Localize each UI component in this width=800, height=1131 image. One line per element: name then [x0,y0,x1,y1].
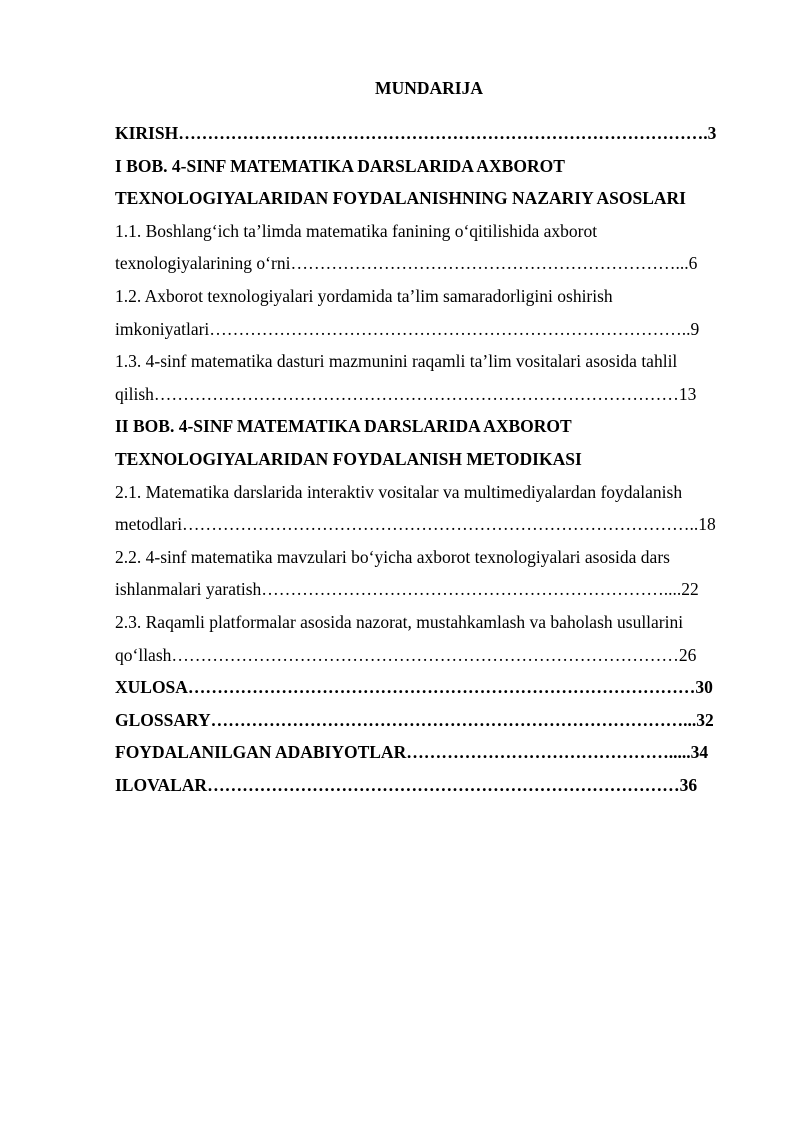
toc-line-kirish: KIRISH……………………………………………………………………………….3 [115,123,717,143]
toc-line-2-1-a: 2.1. Matematika darslarida interaktiv vositalar va multimediyalardan foydalanish [115,481,683,502]
page-title: MUNDARIJA [375,78,483,98]
toc-line-1-3-b: qilish………………………………………………………………………………13 [115,383,697,404]
toc-line-2-2-b: ishlanmalari yaratish……………………………………………………………....22 [115,579,699,600]
toc-line-2-1-b: metodlari……………………………………………………………………………..18 [115,514,716,535]
toc-line-chapter-2-title-b: TEXNOLOGIYALARIDAN FOYDALANISH METODIKASI [115,448,582,469]
toc-line-2-2-a: 2.2. 4-sinf matematika mavzulari bo‘yicha axborot texnologiyalari asosida dars [115,546,670,567]
toc-line-2-3-b: qo‘llash……………………………………………………………………………26 [115,644,697,665]
toc-line-1-1-b: texnologiyalarining o‘rni…………………………………………………………...6 [115,253,698,274]
toc-line-chapter-2-title-a: II BOB. 4-SINF MATEMATIKA DARSLARIDA AXBOROT [115,416,572,437]
toc-line-1-2-a: 1.2. Axborot texnologiyalari yordamida ta’lim samaradorligini oshirish [115,285,613,306]
toc-line-2-3-a: 2.3. Raqamli platformalar asosida nazorat, mustahkamlash va baholash usullarini [115,611,684,632]
toc-line-ilovalar: ILOVALAR………………………………………………………………………36 [115,774,698,795]
toc-line-chapter-1-title-b: TEXNOLOGIYALARIDAN FOYDALANISHNING NAZARIY ASOSLARI [115,188,686,209]
toc-line-1-3-a: 1.3. 4-sinf matematika dasturi mazmunini raqamli ta’lim vositalari asosida tahlil [115,351,678,372]
toc-line-adabiyotlar: FOYDALANILGAN ADABIYOTLAR……………………………………….....34 [115,742,709,763]
table-of-contents [115,117,745,801]
toc-line-chapter-1-title-a: I BOB. 4-SINF MATEMATIKA DARSLARIDA AXBOROT [115,155,565,176]
toc-line-1-1-a: 1.1. Boshlang‘ich ta’limda matematika fanining o‘qitilishida axborot [115,220,598,241]
toc-line-xulosa: XULOSA……………………………………………………………………………30 [115,677,713,698]
toc-line-1-2-b: imkoniyatlari………………………………………………………………………..9 [115,318,700,339]
toc-line-glossary: GLOSSARY………………………………………………………………………...32 [115,709,714,730]
